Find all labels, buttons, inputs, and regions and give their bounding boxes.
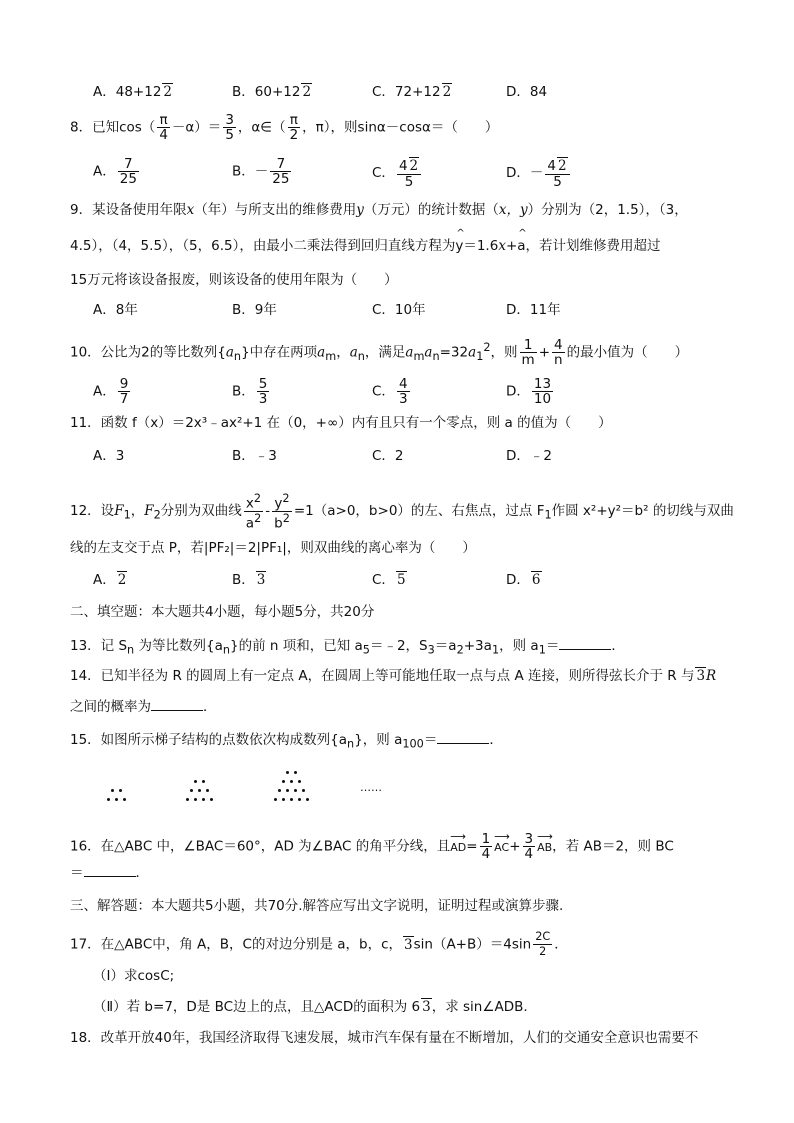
ladder-dot <box>294 789 297 792</box>
ladder-dot <box>198 789 201 792</box>
q10-option-b: B． $\frac{5}{3}$ <box>232 376 268 407</box>
ladder-dot <box>206 789 209 792</box>
ladder-dot <box>286 789 289 792</box>
ladder-dot <box>290 780 293 783</box>
q8-option-d: D．－ $\frac{4 2}{5}$ <box>506 157 572 189</box>
ladder-dot <box>123 798 126 801</box>
q12-option-c: C． 5 <box>372 572 406 588</box>
q12-option-a: A． 2 <box>93 572 127 588</box>
q12-line-2: 线的左支交于点 P，若|PF₂|＝2|PF₁|，则双曲线的离心率为（ ） <box>70 540 476 556</box>
q10-option-d: D． $\frac{13}{10}$ <box>506 376 552 407</box>
ladder-dot <box>194 780 197 783</box>
q7-option-d: D．84 <box>506 84 548 100</box>
q8-option-c: C． $\frac{4 2}{5}$ <box>372 157 423 189</box>
q17-part-1: （Ⅰ）求cosC; <box>93 968 175 984</box>
ladder-dot <box>107 798 110 801</box>
ladder-dot <box>202 780 205 783</box>
q18-stem: 18．改革开放40年，我国经济取得飞速发展，城市汽车保有量在不断增加，人们的交通安全意识也需要不 <box>70 1030 699 1046</box>
ladder-dot <box>306 798 309 801</box>
q9-line-2: 4.5），（4，5.5），（5，6.5），由最小二乘法得到回归直线方程为^ y＝1.6x+^ a，若计划维修费用超过 <box>70 236 738 256</box>
ladder-dot <box>186 798 189 801</box>
ladder-dot <box>190 789 193 792</box>
q14-line-2: 之间的概率为 ． <box>70 696 738 717</box>
ladder-dot <box>274 798 277 801</box>
q9-option-a: A．8年 <box>93 302 138 318</box>
ladder-dot <box>294 771 297 774</box>
ladder-dot <box>302 789 305 792</box>
q15-ellipsis: …… <box>360 781 382 794</box>
ladder-dot <box>202 798 205 801</box>
q12-option-b: B． 3 <box>232 572 266 588</box>
q8-option-a: A． $\frac{7}{25}$ <box>93 156 137 187</box>
q12-option-d: D． 6 <box>506 572 541 588</box>
ladder-dot <box>111 789 114 792</box>
q9-option-d: D．11年 <box>506 302 561 318</box>
ladder-dot <box>210 798 213 801</box>
section-2-heading: 二、填空题：本大题共4小题，每小题5分，共20分 <box>70 604 375 620</box>
q9-line-1: 9．某设备使用年限x（年）与所支出的维修费用y（万元）的统计数据（x，y）分别为（2，1.5），（3， <box>70 202 688 218</box>
q12-line-1: 12．设$F_1$，$F_2$分别为双曲线 $\frac{x^2}{a^2}$ - $\frac{y^2}{b^2}$ =1（a>0，b>0）的左、右焦点，过点 $F_1$作圆 x²+y²＝b² 的切线与双曲 <box>70 492 734 531</box>
q11-option-a: A．3 <box>93 448 125 464</box>
q10-option-c: C． $\frac{4}{3}$ <box>372 376 408 407</box>
ladder-dot <box>298 780 301 783</box>
ladder-dot <box>278 789 281 792</box>
q9-option-b: B．9年 <box>232 302 277 318</box>
q14-answer-blank <box>151 696 203 711</box>
q15-answer-blank <box>437 729 489 744</box>
q11-stem: 11．函数 f（x）＝2x³﹣ax²+1 在（0，+∞）内有且只有一个零点，则 a 的值为（ ） <box>70 415 612 431</box>
ladder-dot <box>290 798 293 801</box>
q13-answer-blank <box>559 635 611 650</box>
ladder-dot <box>298 798 301 801</box>
ladder-dot <box>282 780 285 783</box>
q8-option-b: B．－ $\frac{7}{25}$ <box>232 156 290 187</box>
q7-option-b: B．60+12 2 <box>232 84 312 100</box>
q17-stem: 17．在△ABC中，角 A，B，C的对边分别是 a，b，c， 3sin（A+B）＝4sin $\frac{2C}{2}$ ． <box>70 930 568 958</box>
q15-stem: 15．如图所示梯子结构的点数依次构成数列$\{a_n\}$，则 $a_{100}=$ ． <box>70 729 738 755</box>
section-3-heading: 三、解答题：本大题共5小题，共70分.解答应写出文字说明，证明过程或演算步骤. <box>70 898 564 914</box>
q13-stem: 13．记 $S_n$ 为等比数列$\{a_n\}$的前 n 项和，已知 $a_5=﹣2$，$S_3=a_2+3a_1$，则 $a_1=$ ． <box>70 635 738 661</box>
q11-option-c: C．2 <box>372 448 404 464</box>
q7-option-c: C．72+12 2 <box>372 84 452 100</box>
q10-stem: 10．公比为2的等比数列$\{a_n\}$中存在两项$a_m$，$a_n$，满足$a_ma_n=32a_1^2$，则 $\frac{1}{m}$ + $\frac{4}{n}$ 的最小值为（ ） <box>70 337 689 368</box>
ladder-dot <box>282 798 285 801</box>
q17-part-2: （Ⅱ）若 b=7，D是 BC边上的点，且△ACD的面积为 6 3，求 sin∠ADB. <box>93 999 528 1015</box>
ladder-dot <box>286 771 289 774</box>
q9-line-3: 15万元将该设备报废，则该设备的使用年限为（ ） <box>70 272 398 288</box>
q16-line-1: 16．在△ABC 中，∠BAC＝60°，AD 为∠BAC 的角平分线，且⟶ AD= $\frac{1}{4}$ ⟶ AC+ $\frac{3}{4}$ ⟶ AB，若 AB＝2，则 BC <box>70 832 738 861</box>
ladder-dot <box>194 798 197 801</box>
q14-line-1: 14．已知半径为 R 的圆周上有一定点 A，在圆周上等可能地任取一点与点 A 连接，则所得弦长介于 R 与 3R <box>70 668 717 684</box>
q16-answer-blank <box>84 862 136 877</box>
q9-option-c: C．10年 <box>372 302 426 318</box>
q16-line-2: ＝ ． <box>70 862 738 883</box>
q10-option-a: A． $\frac{9}{7}$ <box>93 376 129 407</box>
ladder-dot <box>119 789 122 792</box>
ladder-dot <box>115 798 118 801</box>
q11-option-d: D．﹣2 <box>506 448 552 464</box>
q7-option-a: A．48+12 2 <box>93 84 172 100</box>
q8-stem: 8．已知cos（ $\frac{\pi}{4}$ －α）＝ $\frac{3}{5}$ ，α∈（ $\frac{\pi}{2}$ ，π），则sinα－cosα＝（ ） <box>70 112 499 143</box>
q11-option-b: B．﹣3 <box>232 448 277 464</box>
